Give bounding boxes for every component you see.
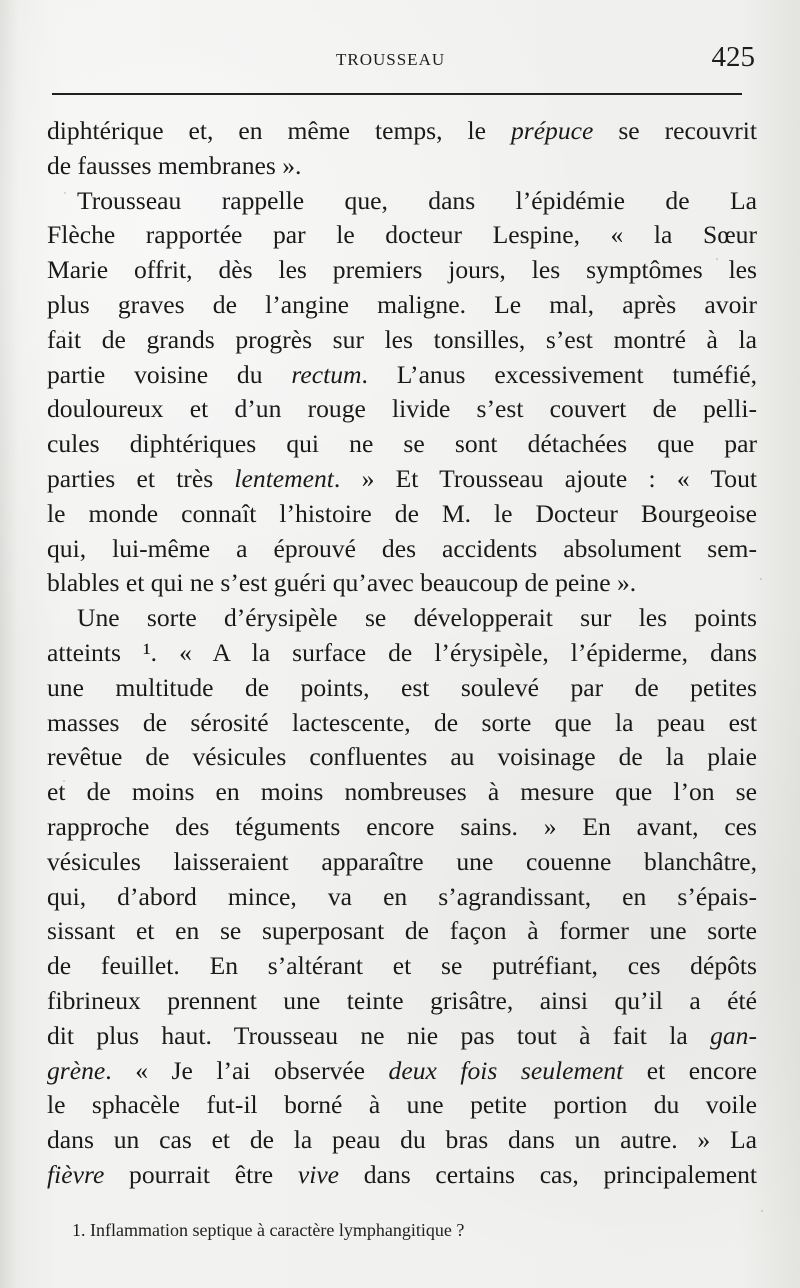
text-line [47, 1019, 757, 1054]
text-segment: dit plus haut. Trousseau ne nie pas tout à fait la [47, 1020, 711, 1050]
text-segment: le monde connaît l’histoire de M. le Docteur Bourgeoise [47, 498, 757, 528]
text-segment: douloureux et d’un rouge livide s’est couvert de pelli- [47, 394, 757, 424]
text-line [47, 706, 757, 741]
text-segment: masses de sérosité lactescente, de sorte que la peau est [47, 707, 757, 737]
text-segment: partie voisine du [47, 359, 292, 389]
text-segment: vésicules laisseraient apparaître une couenne blanchâtre, [47, 846, 757, 876]
text-line [47, 845, 757, 880]
body-text [47, 114, 757, 1193]
italic-segment: fièvre [47, 1159, 105, 1189]
text-line [47, 149, 757, 184]
italic-segment: deux fois seulement [388, 1055, 624, 1085]
paper-speck [62, 330, 64, 332]
text-line [47, 566, 757, 601]
text-segment: fait de grands progrès sur les tonsilles, s’est montré à la [47, 324, 757, 354]
text-line [47, 740, 757, 775]
paper-speck [64, 192, 66, 194]
paragraph-first-line [47, 601, 757, 636]
paper-speck [716, 258, 718, 260]
text-segment: se recouvrit [593, 116, 758, 145]
text-line [47, 949, 757, 984]
italic-segment: grène [47, 1055, 106, 1085]
text-segment: parties et très [47, 463, 235, 493]
text-segment: qui, lui-même a éprouvé des accidents absolument sem- [47, 533, 757, 563]
text-segment: Marie offrit, dès les premiers jours, les symptômes les [47, 255, 757, 285]
italic-segment: prépuce [510, 116, 594, 145]
text-line [47, 462, 757, 497]
text-line [47, 984, 757, 1019]
text-line [47, 880, 757, 915]
text-segment: revêtue de vésicules confluentes au voisinage de la plaie [47, 742, 757, 772]
italic-segment: rectum [291, 359, 362, 389]
text-segment: Flèche rapportée par le docteur Lespine, « la Sœur [47, 220, 757, 250]
text-segment: Une sorte d’érysipèle se développerait sur les points [77, 603, 757, 633]
text-line [47, 1088, 757, 1123]
text-segment: le sphacèle fut-il borné à une petite portion du voile [47, 1090, 757, 1120]
page-header [50, 36, 755, 96]
text-line [47, 775, 757, 810]
italic-segment: lentement [234, 463, 334, 493]
text-line [47, 358, 757, 393]
text-line [47, 1054, 757, 1089]
text-segment: diphtérique et, en même temps, le [47, 116, 511, 145]
text-line [47, 636, 757, 671]
footnote: 1. Inflammation septique à caractère lymphangitique ? [72, 1220, 465, 1240]
paper-speck [760, 578, 762, 580]
text-line [47, 253, 757, 288]
text-line [47, 497, 757, 532]
text-segment: cules diphtériques qui ne se sont détachées que par [47, 429, 757, 459]
italic-segment: gan- [710, 1020, 757, 1050]
text-segment: Trousseau rappelle que, dans l’épidémie de La [77, 185, 757, 215]
text-segment: sissant et en se superposant de façon à former une sorte [47, 916, 757, 946]
text-segment: rapproche des téguments encore sains. » En avant, ces [47, 811, 757, 841]
running-head: TROUSSEAU [336, 50, 446, 69]
text-segment: atteints ¹. « A la surface de l’érysipèle, l’épiderme, dans [47, 637, 757, 667]
text-line [47, 392, 757, 427]
text-segment: . « Je l’ai observée [105, 1055, 389, 1085]
text-line [47, 114, 757, 149]
text-segment: dans certains cas, principalement [339, 1159, 757, 1189]
text-segment: et de moins en moins nombreuses à mesure que l’on se [47, 777, 757, 807]
text-line [47, 288, 757, 323]
paper-speck [761, 1210, 763, 1212]
text-segment: pourrait être [104, 1159, 298, 1189]
text-line [47, 323, 757, 358]
text-segment: . L’anus excessivement tuméfié, [361, 359, 758, 389]
paragraph-first-line [47, 184, 757, 219]
text-line [47, 1123, 757, 1158]
text-segment: fibrineux prennent une teinte grisâtre, ainsi qu’il a été [47, 985, 757, 1015]
text-segment: plus graves de l’angine maligne. Le mal, après avoir [47, 289, 757, 319]
page-number: 425 [711, 41, 755, 73]
text-line [47, 671, 757, 706]
text-line [47, 1158, 757, 1193]
paper-speck [63, 780, 65, 782]
text-segment: et encore [623, 1055, 757, 1085]
text-line [47, 914, 757, 949]
text-segment: qui, d’abord mince, va en s’agrandissant, en s’épais- [47, 881, 757, 911]
text-segment: blables et qui ne s’est guéri qu’avec beaucoup de peine ». [47, 568, 637, 598]
text-line [47, 810, 757, 845]
header-rule [52, 93, 742, 95]
text-segment: dans un cas et de la peau du bras dans un autre. » La [47, 1125, 757, 1155]
text-segment: de fausses membranes ». [47, 150, 302, 180]
text-segment: une multitude de points, est soulevé par de petites [47, 672, 757, 702]
text-line [47, 532, 757, 567]
text-segment: . » Et Trousseau ajoute : « Tout [333, 463, 757, 493]
text-line [47, 218, 757, 253]
text-segment: de feuillet. En s’altérant et se putréfiant, ces dépôts [47, 951, 757, 981]
text-line [47, 427, 757, 462]
italic-segment: vive [297, 1159, 340, 1189]
